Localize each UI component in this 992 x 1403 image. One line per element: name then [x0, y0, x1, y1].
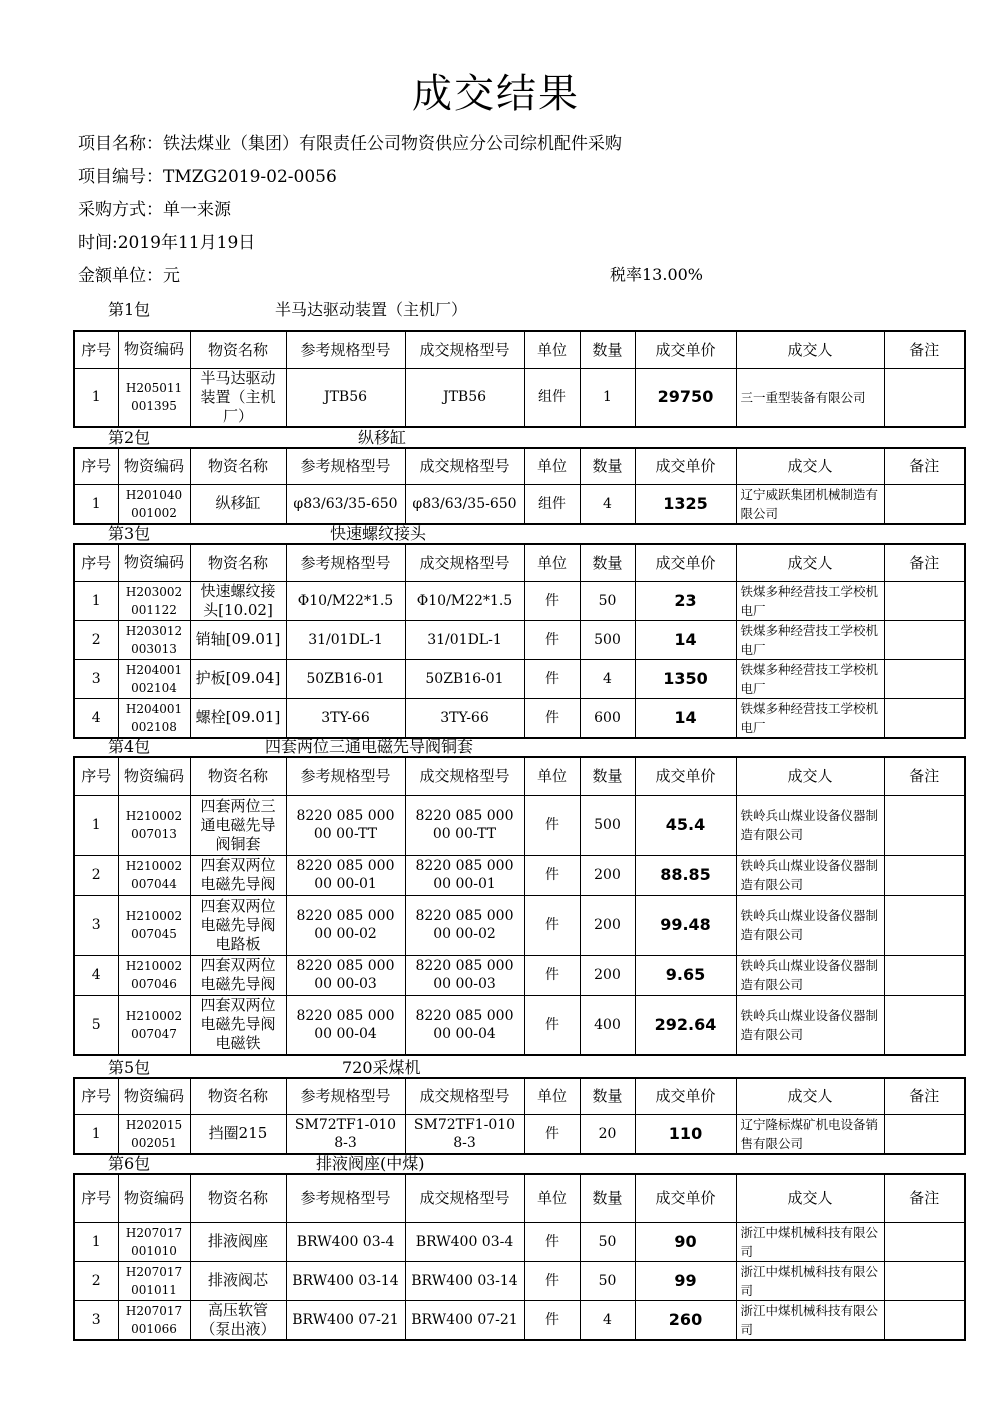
material-code: H203002001122 [118, 581, 190, 620]
material-name: 螺栓[09.01] [190, 698, 286, 738]
unit-price: 14 [635, 698, 736, 738]
header-remark: 备注 [884, 544, 965, 581]
table-row [74, 368, 965, 427]
header-unit: 单位 [524, 331, 580, 368]
header-row-index: 序号 [74, 544, 118, 581]
material-code: H210002007045 [118, 895, 190, 955]
reference-spec: BRW400 03-4 [286, 1222, 405, 1261]
deal-spec: 8220 085 000 00 00-02 [405, 895, 524, 955]
row-index: 1 [74, 581, 118, 620]
unit-price: 45.4 [635, 795, 736, 855]
deal-spec: 50ZB16-01 [405, 659, 524, 698]
unit-price: 292.64 [635, 995, 736, 1055]
table-header-row [74, 448, 965, 484]
header-supplier: 成交人 [736, 544, 884, 581]
package-name: 半马达驱动装置（主机厂） [275, 300, 468, 319]
supplier: 浙江中煤机械科技有限公司 [736, 1222, 884, 1261]
header-remark: 备注 [884, 1078, 965, 1114]
material-name: 四套双两位电磁先导阀电路板 [190, 895, 286, 955]
material-code: H207017001066 [118, 1300, 190, 1340]
reference-spec: 8220 085 000 00 00-02 [286, 895, 405, 955]
table-row [74, 855, 965, 895]
table-row [74, 1261, 965, 1300]
material-code: H204001002108 [118, 698, 190, 738]
header-quantity: 数量 [580, 448, 635, 484]
quantity: 200 [580, 855, 635, 895]
package-table [73, 447, 966, 525]
unit-price: 88.85 [635, 855, 736, 895]
package-name: 纵移缸 [358, 428, 407, 447]
reference-spec: 50ZB16-01 [286, 659, 405, 698]
date: 时间:2019年11月19日 [78, 233, 256, 253]
unit: 件 [524, 659, 580, 698]
deal-spec: BRW400 07-21 [405, 1300, 524, 1340]
unit: 件 [524, 795, 580, 855]
table-row [74, 1300, 965, 1340]
deal-spec: φ83/63/35-650 [405, 484, 524, 524]
header-material-code: 物资编码 [118, 544, 190, 581]
package-label [0, 1055, 992, 1077]
unit: 件 [524, 855, 580, 895]
unit-price: 90 [635, 1222, 736, 1261]
material-name: 四套两位三通电磁先导阀铜套 [190, 795, 286, 855]
package-table [73, 756, 966, 1056]
header-unit-price: 成交单价 [635, 1174, 736, 1222]
deal-spec: BRW400 03-14 [405, 1261, 524, 1300]
header-deal-spec: 成交规格型号 [405, 1078, 524, 1114]
header-unit: 单位 [524, 544, 580, 581]
remark [884, 855, 965, 895]
supplier: 浙江中煤机械科技有限公司 [736, 1261, 884, 1300]
material-name: 四套双两位电磁先导阀 [190, 855, 286, 895]
unit: 件 [524, 620, 580, 659]
row-index: 1 [74, 484, 118, 524]
quantity: 4 [580, 484, 635, 524]
supplier: 铁岭兵山煤业设备仪器制造有限公司 [736, 855, 884, 895]
quantity: 200 [580, 955, 635, 995]
table-row [74, 795, 965, 855]
reference-spec: JTB56 [286, 368, 405, 427]
remark [884, 1114, 965, 1154]
material-code: H205011001395 [118, 368, 190, 427]
remark [884, 955, 965, 995]
header-quantity: 数量 [580, 1078, 635, 1114]
supplier: 铁煤多种经营技工学校机电厂 [736, 620, 884, 659]
quantity: 500 [580, 620, 635, 659]
table-header-row [74, 331, 965, 368]
quantity: 50 [580, 1261, 635, 1300]
material-name: 销轴[09.01] [190, 620, 286, 659]
header-unit: 单位 [524, 1174, 580, 1222]
package-number: 第3包 [108, 524, 151, 543]
header-reference-spec: 参考规格型号 [286, 1078, 405, 1114]
header-material-code: 物资编码 [118, 1174, 190, 1222]
header-reference-spec: 参考规格型号 [286, 1174, 405, 1222]
row-index: 1 [74, 795, 118, 855]
reference-spec: 8220 085 000 00 00-04 [286, 995, 405, 1055]
unit-price: 99.48 [635, 895, 736, 955]
header-row-index: 序号 [74, 757, 118, 795]
material-name: 挡圈215 [190, 1114, 286, 1154]
header-supplier: 成交人 [736, 331, 884, 368]
header-unit-price: 成交单价 [635, 331, 736, 368]
material-code: H203012003013 [118, 620, 190, 659]
header-material-name: 物资名称 [190, 1174, 286, 1222]
header-deal-spec: 成交规格型号 [405, 331, 524, 368]
remark [884, 995, 965, 1055]
package-name: 快速螺纹接头 [330, 524, 427, 543]
table-row [74, 1114, 965, 1154]
currency-unit: 金额单位：元 [78, 266, 180, 286]
header-material-name: 物资名称 [190, 757, 286, 795]
table-row [74, 659, 965, 698]
remark [884, 795, 965, 855]
package-label [0, 734, 992, 756]
unit: 组件 [524, 484, 580, 524]
header-deal-spec: 成交规格型号 [405, 448, 524, 484]
header-unit-price: 成交单价 [635, 1078, 736, 1114]
unit-price: 29750 [635, 368, 736, 427]
header-remark: 备注 [884, 757, 965, 795]
reference-spec: 31/01DL-1 [286, 620, 405, 659]
unit: 件 [524, 581, 580, 620]
package-label [0, 521, 992, 543]
header-supplier: 成交人 [736, 1078, 884, 1114]
project-number: 项目编号：TMZG2019-02-0056 [78, 167, 337, 187]
header-material-name: 物资名称 [190, 1078, 286, 1114]
material-name: 四套双两位电磁先导阀电磁铁 [190, 995, 286, 1055]
header-deal-spec: 成交规格型号 [405, 544, 524, 581]
remark [884, 659, 965, 698]
material-name: 四套双两位电磁先导阀 [190, 955, 286, 995]
supplier: 浙江中煤机械科技有限公司 [736, 1300, 884, 1340]
unit-price: 14 [635, 620, 736, 659]
quantity: 50 [580, 581, 635, 620]
package-table [73, 1173, 966, 1341]
table-header-row [74, 757, 965, 795]
reference-spec: BRW400 03-14 [286, 1261, 405, 1300]
header-row-index: 序号 [74, 448, 118, 484]
row-index: 3 [74, 1300, 118, 1340]
row-index: 3 [74, 895, 118, 955]
procurement-method: 采购方式：单一来源 [78, 200, 231, 220]
deal-spec: JTB56 [405, 368, 524, 427]
package-table [73, 1077, 966, 1155]
header-remark: 备注 [884, 1174, 965, 1222]
row-index: 1 [74, 1222, 118, 1261]
material-code: H207017001011 [118, 1261, 190, 1300]
supplier: 铁煤多种经营技工学校机电厂 [736, 698, 884, 738]
header-reference-spec: 参考规格型号 [286, 757, 405, 795]
remark [884, 368, 965, 427]
unit-price: 23 [635, 581, 736, 620]
unit: 件 [524, 1114, 580, 1154]
deal-spec: Φ10/M22*1.5 [405, 581, 524, 620]
unit: 件 [524, 895, 580, 955]
table-row [74, 484, 965, 524]
quantity: 50 [580, 1222, 635, 1261]
unit-price: 9.65 [635, 955, 736, 995]
table-header-row [74, 1174, 965, 1222]
unit: 组件 [524, 368, 580, 427]
table-header-row [74, 544, 965, 581]
material-code: H210002007047 [118, 995, 190, 1055]
package-number: 第1包 [108, 300, 151, 319]
header-material-code: 物资编码 [118, 448, 190, 484]
material-code: H201040001002 [118, 484, 190, 524]
reference-spec: 3TY-66 [286, 698, 405, 738]
package-number: 第6包 [108, 1154, 151, 1173]
header-supplier: 成交人 [736, 448, 884, 484]
quantity: 4 [580, 659, 635, 698]
header-unit: 单位 [524, 448, 580, 484]
header-remark: 备注 [884, 331, 965, 368]
unit-price: 260 [635, 1300, 736, 1340]
row-index: 4 [74, 698, 118, 738]
quantity: 20 [580, 1114, 635, 1154]
remark [884, 620, 965, 659]
row-index: 1 [74, 368, 118, 427]
table-row [74, 581, 965, 620]
header-material-code: 物资编码 [118, 331, 190, 368]
reference-spec: 8220 085 000 00 00-03 [286, 955, 405, 995]
unit-price: 110 [635, 1114, 736, 1154]
deal-spec: 8220 085 000 00 00-03 [405, 955, 524, 995]
header-unit-price: 成交单价 [635, 448, 736, 484]
quantity: 600 [580, 698, 635, 738]
deal-spec: 8220 085 000 00 00-04 [405, 995, 524, 1055]
header-unit-price: 成交单价 [635, 544, 736, 581]
header-quantity: 数量 [580, 544, 635, 581]
row-index: 1 [74, 1114, 118, 1154]
package-label [0, 425, 992, 447]
package-name: 排液阀座(中煤) [316, 1154, 425, 1173]
material-code: H210002007013 [118, 795, 190, 855]
header-material-name: 物资名称 [190, 544, 286, 581]
material-name: 排液阀芯 [190, 1261, 286, 1300]
material-code: H202015002051 [118, 1114, 190, 1154]
remark [884, 581, 965, 620]
quantity: 200 [580, 895, 635, 955]
row-index: 2 [74, 855, 118, 895]
header-row-index: 序号 [74, 1078, 118, 1114]
header-reference-spec: 参考规格型号 [286, 331, 405, 368]
remark [884, 484, 965, 524]
supplier: 辽宁隆标煤矿机电设备销售有限公司 [736, 1114, 884, 1154]
material-name: 排液阀座 [190, 1222, 286, 1261]
table-row [74, 955, 965, 995]
reference-spec: Φ10/M22*1.5 [286, 581, 405, 620]
supplier: 铁岭兵山煤业设备仪器制造有限公司 [736, 795, 884, 855]
remark [884, 1300, 965, 1340]
supplier: 铁岭兵山煤业设备仪器制造有限公司 [736, 995, 884, 1055]
table-row [74, 698, 965, 738]
header-reference-spec: 参考规格型号 [286, 544, 405, 581]
header-reference-spec: 参考规格型号 [286, 448, 405, 484]
row-index: 3 [74, 659, 118, 698]
unit-price: 99 [635, 1261, 736, 1300]
deal-spec: 8220 085 000 00 00-TT [405, 795, 524, 855]
header-row-index: 序号 [74, 1174, 118, 1222]
package-label [0, 1151, 992, 1173]
material-code: H207017001010 [118, 1222, 190, 1261]
header-material-code: 物资编码 [118, 757, 190, 795]
unit-price: 1325 [635, 484, 736, 524]
material-name: 半马达驱动装置（主机厂） [190, 368, 286, 427]
row-index: 5 [74, 995, 118, 1055]
header-remark: 备注 [884, 448, 965, 484]
header-deal-spec: 成交规格型号 [405, 757, 524, 795]
table-row [74, 1222, 965, 1261]
package-number: 第4包 [108, 737, 151, 756]
table-row [74, 895, 965, 955]
package-table [73, 330, 966, 428]
supplier: 铁岭兵山煤业设备仪器制造有限公司 [736, 895, 884, 955]
reference-spec: 8220 085 000 00 00-TT [286, 795, 405, 855]
header-supplier: 成交人 [736, 1174, 884, 1222]
row-index: 2 [74, 1261, 118, 1300]
header-unit: 单位 [524, 1078, 580, 1114]
material-name: 高压软管（泵出液） [190, 1300, 286, 1340]
project-name: 项目名称：铁法煤业（集团）有限责任公司物资供应分公司综机配件采购 [78, 134, 622, 154]
quantity: 400 [580, 995, 635, 1055]
material-code: H210002007044 [118, 855, 190, 895]
reference-spec: 8220 085 000 00 00-01 [286, 855, 405, 895]
package-number: 第5包 [108, 1058, 151, 1077]
quantity: 500 [580, 795, 635, 855]
row-index: 4 [74, 955, 118, 995]
unit: 件 [524, 1261, 580, 1300]
supplier: 三一重型装备有限公司 [736, 368, 884, 427]
material-code: H204001002104 [118, 659, 190, 698]
row-index: 2 [74, 620, 118, 659]
unit: 件 [524, 1222, 580, 1261]
material-name: 快速螺纹接头[10.02] [190, 581, 286, 620]
header-quantity: 数量 [580, 1174, 635, 1222]
unit: 件 [524, 995, 580, 1055]
package-table [73, 543, 966, 739]
header-unit: 单位 [524, 757, 580, 795]
deal-spec: BRW400 03-4 [405, 1222, 524, 1261]
supplier: 铁煤多种经营技工学校机电厂 [736, 659, 884, 698]
reference-spec: BRW400 07-21 [286, 1300, 405, 1340]
quantity: 1 [580, 368, 635, 427]
header-material-code: 物资编码 [118, 1078, 190, 1114]
supplier: 铁煤多种经营技工学校机电厂 [736, 581, 884, 620]
package-name: 720采煤机 [342, 1058, 421, 1077]
supplier: 辽宁威跃集团机械制造有限公司 [736, 484, 884, 524]
package-number: 第2包 [108, 428, 151, 447]
deal-spec: SM72TF1-0108-3 [405, 1114, 524, 1154]
header-supplier: 成交人 [736, 757, 884, 795]
deal-spec: 3TY-66 [405, 698, 524, 738]
header-row-index: 序号 [74, 331, 118, 368]
quantity: 4 [580, 1300, 635, 1340]
deal-spec: 31/01DL-1 [405, 620, 524, 659]
table-row [74, 995, 965, 1055]
material-code: H210002007046 [118, 955, 190, 995]
header-quantity: 数量 [580, 757, 635, 795]
header-deal-spec: 成交规格型号 [405, 1174, 524, 1222]
header-quantity: 数量 [580, 331, 635, 368]
header-material-name: 物资名称 [190, 331, 286, 368]
remark [884, 698, 965, 738]
deal-spec: 8220 085 000 00 00-01 [405, 855, 524, 895]
material-name: 护板[09.04] [190, 659, 286, 698]
page-title: 成交结果 [412, 71, 580, 117]
unit: 件 [524, 698, 580, 738]
package-label [0, 297, 992, 319]
unit: 件 [524, 955, 580, 995]
package-name: 四套两位三通电磁先导阀铜套 [265, 737, 474, 756]
header-unit-price: 成交单价 [635, 757, 736, 795]
remark [884, 1222, 965, 1261]
remark [884, 895, 965, 955]
table-header-row [74, 1078, 965, 1114]
reference-spec: φ83/63/35-650 [286, 484, 405, 524]
tax-rate: 税率13.00% [610, 265, 704, 284]
table-row [74, 620, 965, 659]
unit-price: 1350 [635, 659, 736, 698]
supplier: 铁岭兵山煤业设备仪器制造有限公司 [736, 955, 884, 995]
remark [884, 1261, 965, 1300]
unit: 件 [524, 1300, 580, 1340]
header-material-name: 物资名称 [190, 448, 286, 484]
material-name: 纵移缸 [190, 484, 286, 524]
reference-spec: SM72TF1-0108-3 [286, 1114, 405, 1154]
